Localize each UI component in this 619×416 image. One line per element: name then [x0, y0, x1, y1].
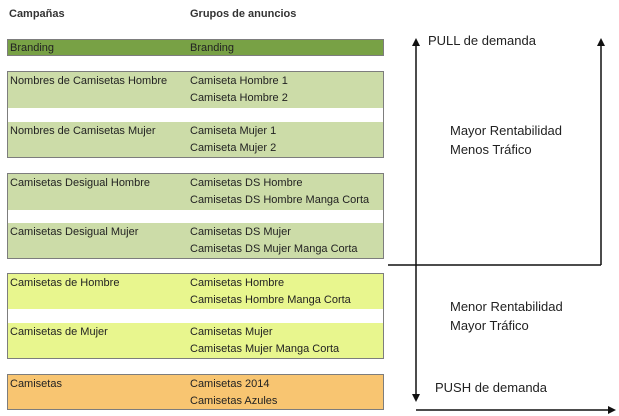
campaign-label: Camisetas de Mujer [10, 326, 108, 338]
adgroup-label: Camisetas DS Mujer [190, 226, 291, 238]
adgroup-label: Camiseta Mujer 2 [190, 142, 277, 154]
adgroup-label: Camisetas Azules [190, 395, 278, 407]
campaign-label: Camisetas Desigual Hombre [10, 177, 150, 189]
top-profit-label: Mayor Rentabilidad [450, 123, 563, 138]
adgroup-label: Camisetas Hombre [190, 277, 285, 289]
campaign-label: Camisetas de Hombre [10, 277, 120, 289]
bottom-profit-label: Menor Rentabilidad [450, 299, 563, 314]
adgroup-label: Camisetas Hombre Manga Corta [190, 294, 351, 306]
campaign-label: Camisetas [10, 378, 62, 390]
campaigns-header: Campañas [9, 8, 65, 20]
campaign-label: Nombres de Camisetas Mujer [10, 125, 156, 137]
top-traffic-label: Menos Tráfico [450, 142, 532, 157]
pull-label: PULL de demanda [428, 33, 536, 48]
adgroup-label: Camisetas Mujer Manga Corta [190, 343, 340, 355]
campaign-label: Nombres de Camisetas Hombre [10, 75, 168, 87]
bottom-traffic-label: Mayor Tráfico [450, 318, 529, 333]
adgroup-label: Camiseta Hombre 1 [190, 75, 288, 87]
campaign-label: Branding [10, 42, 55, 54]
adgroup-label: Camisetas DS Mujer Manga Corta [190, 243, 358, 255]
adgroup-label: Camisetas 2014 [190, 378, 270, 390]
adgroup-label: Camiseta Hombre 2 [190, 92, 288, 104]
adgroup-label: Camisetas Mujer [190, 326, 273, 338]
adgroup-label: Camisetas DS Hombre [190, 177, 303, 189]
adgroup-label: Camisetas DS Hombre Manga Corta [190, 194, 370, 206]
adgroups-header: Grupos de anuncios [190, 8, 297, 20]
adgroup-label: Camiseta Mujer 1 [190, 125, 277, 137]
campaign-label: Camisetas Desigual Mujer [10, 226, 139, 238]
push-label: PUSH de demanda [435, 380, 548, 395]
adgroup-label: Branding [190, 42, 235, 54]
